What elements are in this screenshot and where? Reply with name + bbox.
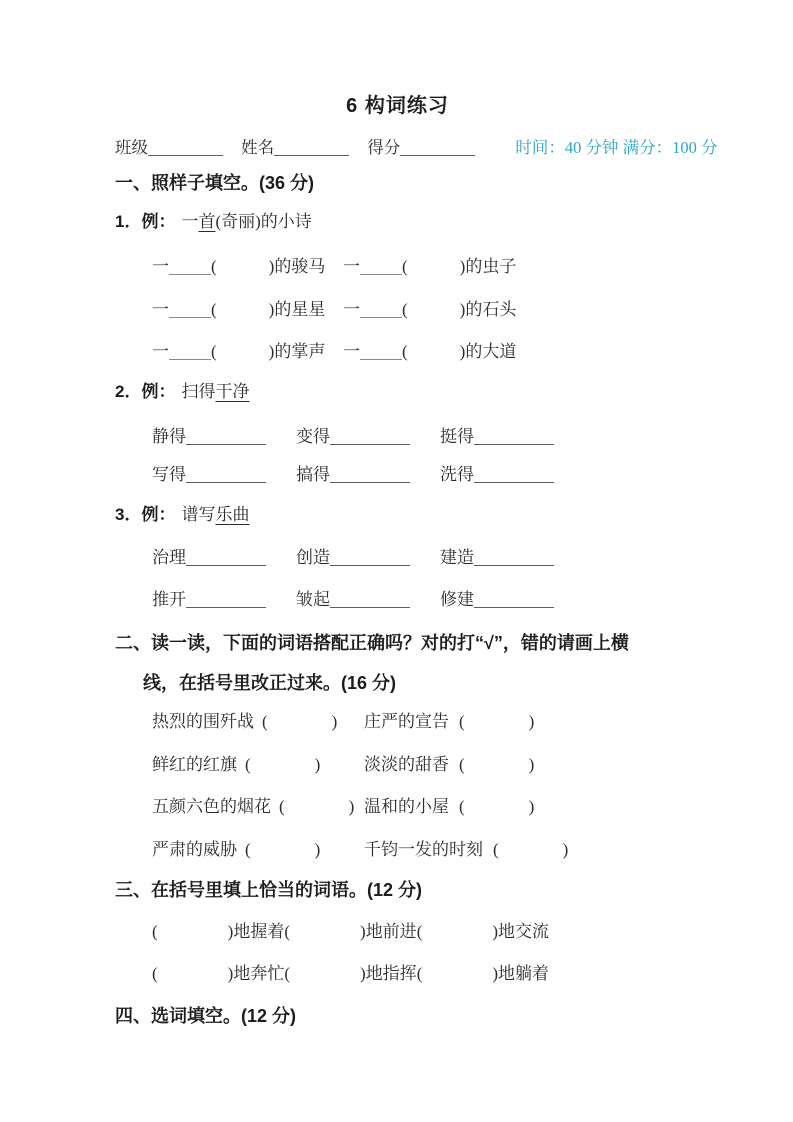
blank-line [360,343,402,360]
close-paren: ) [492,922,499,941]
measure-prefix: 一 [152,257,169,276]
answer-parens [262,712,337,731]
fill-item [296,424,440,450]
verb-suffix: 地躺着 [498,964,550,983]
class-blank-line [148,139,223,156]
fill-item [152,254,343,280]
blank-line [360,258,402,275]
match-item [364,752,534,778]
fill-item [296,587,440,613]
blank-line [330,549,410,566]
close-paren: ) [562,840,569,859]
open-paren: ( [211,257,217,276]
close-paren: ) [459,257,466,276]
adverb-fill-row [115,919,680,945]
page-title: 6 构词练习 [346,95,449,117]
open-paren: ( [416,922,423,941]
match-item [364,794,534,820]
fill-item [152,424,296,450]
noun-suffix: 的骏马 [274,257,326,276]
name-label: 姓名 [241,138,275,157]
verb-word: 皱起 [296,590,330,609]
verb-word: 治理 [152,548,186,567]
close-paren: ) [227,922,234,941]
phrase: 鲜红的红旗 [152,755,237,774]
blank-line [474,591,554,608]
answer-parens [284,922,365,941]
blank-line [169,258,211,275]
verb-suffix: 地指挥 [365,964,417,983]
answer-parens [417,964,498,983]
open-paren: ( [493,840,499,859]
open-paren: ( [211,342,217,361]
phrase: 热烈的围歼战 [152,712,254,731]
match-row [115,794,680,820]
blank-line [169,301,211,318]
measure-prefix: 一 [343,342,360,361]
noun-suffix: 的虫子 [465,257,517,276]
fill-item [152,587,296,613]
verb-suffix: 地奔忙 [233,964,285,983]
answer-parens [459,797,534,816]
close-paren: ) [360,964,366,983]
fill-item [440,424,554,450]
section3-heading: 三、在括号里填上恰当的词语。(12 分) [115,880,423,900]
close-paren: ) [492,964,499,983]
blank-line [330,591,410,608]
match-item [152,794,364,820]
verb-word: 挺得 [440,427,474,446]
blank-line [474,549,554,566]
class-label: 班级 [115,138,148,157]
example-underlined-word: 干净 [215,382,250,401]
fill-row [115,545,680,571]
open-paren: ( [402,257,408,276]
answer-parens [245,840,320,859]
adverb-fill-row [115,961,680,987]
section2-heading-line2: 线，在括号里改正过来。(16 分) [143,673,397,693]
fill-item [343,339,516,365]
phrase: 五颜六色的烟花 [152,797,271,816]
time-score-note: 时间：40 分钟 满分：100 分 [515,138,718,157]
blank-line [169,343,211,360]
item3-number: 3．例： [115,505,176,524]
section4-heading: 四、选词填空。(12 分) [115,1006,297,1026]
open-paren: ( [211,300,217,319]
phrase: 千钧一发的时刻 [364,840,483,859]
blank-line [186,549,266,566]
fill-row [115,462,680,488]
blank-line [330,428,410,445]
fill-item [343,297,516,323]
score-blank-line [400,139,475,156]
example-suffix: (奇丽)的小诗 [215,212,312,231]
verb-word: 搞得 [296,465,330,484]
open-paren: ( [279,797,285,816]
fill-item [296,545,440,571]
fill-item [296,462,440,488]
open-paren: ( [459,797,465,816]
answer-parens [152,922,233,941]
fill-item [152,339,343,365]
close-paren: ) [314,755,321,774]
verb-word: 变得 [296,427,330,446]
student-info-row [115,137,718,159]
close-paren: ) [528,712,535,731]
fill-item [152,297,343,323]
noun-suffix: 的石头 [465,300,517,319]
blank-line [186,428,266,445]
fill-item [440,545,554,571]
match-item [364,709,534,735]
verb-word: 洗得 [440,465,474,484]
answer-parens [417,922,498,941]
close-paren: ) [268,257,275,276]
close-paren: ) [348,797,355,816]
match-row [115,752,680,778]
close-paren: ) [314,840,321,859]
blank-line [474,466,554,483]
blank-line [474,428,554,445]
open-paren: ( [402,342,408,361]
match-item [152,752,364,778]
answer-parens [459,755,534,774]
example-prefix: 一 [181,212,199,231]
section1-heading: 一、照样子填空。(36 分) [115,173,315,193]
open-paren: ( [284,922,291,941]
fill-item [152,462,296,488]
section2-heading-line1: 二、读一读，下面的词语搭配正确吗？对的打“√”，错的请画上横 [115,633,629,653]
verb-word: 修建 [440,590,474,609]
phrase: 严肃的威胁 [152,840,237,859]
measure-prefix: 一 [152,342,169,361]
name-field [241,138,349,157]
open-paren: ( [262,712,268,731]
answer-parens [459,712,534,731]
fill-row [115,339,680,365]
score-field [367,138,475,157]
item2-number: 2．例： [115,382,176,401]
verb-word: 写得 [152,465,186,484]
example-underlined-word: 首 [198,212,216,231]
answer-parens [284,964,365,983]
noun-suffix: 的掌声 [274,342,326,361]
open-paren: ( [152,964,158,983]
measure-prefix: 一 [152,300,169,319]
open-paren: ( [245,840,251,859]
close-paren: ) [528,755,535,774]
noun-suffix: 的大道 [465,342,517,361]
open-paren: ( [416,964,423,983]
blank-line [186,591,266,608]
fill-row [115,424,680,450]
example-prefix: 扫得 [181,382,216,401]
fill-item [440,462,554,488]
open-paren: ( [284,964,291,983]
fill-item [152,545,296,571]
open-paren: ( [152,922,158,941]
answer-parens [245,755,320,774]
fill-row [115,254,680,280]
verb-word: 静得 [152,427,186,446]
verb-suffix: 地握着 [233,922,285,941]
name-blank-line [274,139,349,156]
close-paren: ) [459,342,466,361]
phrase: 庄严的宣告 [364,712,449,731]
fill-item [440,587,554,613]
close-paren: ) [268,300,275,319]
verb-word: 创造 [296,548,330,567]
verb-word: 建造 [440,548,474,567]
close-paren: ) [331,712,338,731]
item2-example-line [115,379,680,405]
answer-parens [279,797,354,816]
match-item [152,709,364,735]
class-field [115,138,223,157]
verb-suffix: 地前进 [365,922,417,941]
fill-row [115,587,680,613]
fill-item [343,254,516,280]
verb-suffix: 地交流 [498,922,550,941]
open-paren: ( [245,755,251,774]
answer-parens [152,964,233,983]
measure-prefix: 一 [343,300,360,319]
item3-example-line [115,502,680,528]
close-paren: ) [360,922,366,941]
blank-line [360,301,402,318]
close-paren: ) [268,342,275,361]
measure-prefix: 一 [343,257,360,276]
open-paren: ( [459,755,465,774]
item1-example-line [115,209,680,235]
match-item [364,837,568,863]
blank-line [186,466,266,483]
item1-number: 1．例： [115,212,176,231]
open-paren: ( [402,300,408,319]
match-item [152,837,364,863]
phrase: 淡淡的甜香 [364,755,449,774]
example-underlined-word: 乐曲 [215,505,250,524]
match-row [115,709,680,735]
match-row [115,837,680,863]
verb-word: 推开 [152,590,186,609]
close-paren: ) [528,797,535,816]
fill-row [115,297,680,323]
phrase: 温和的小屋 [364,797,449,816]
blank-line [330,466,410,483]
close-paren: ) [227,964,234,983]
open-paren: ( [459,712,465,731]
score-label: 得分 [367,138,401,157]
noun-suffix: 的星星 [274,300,326,319]
example-prefix: 谱写 [181,505,216,524]
close-paren: ) [459,300,466,319]
answer-parens [493,840,568,859]
